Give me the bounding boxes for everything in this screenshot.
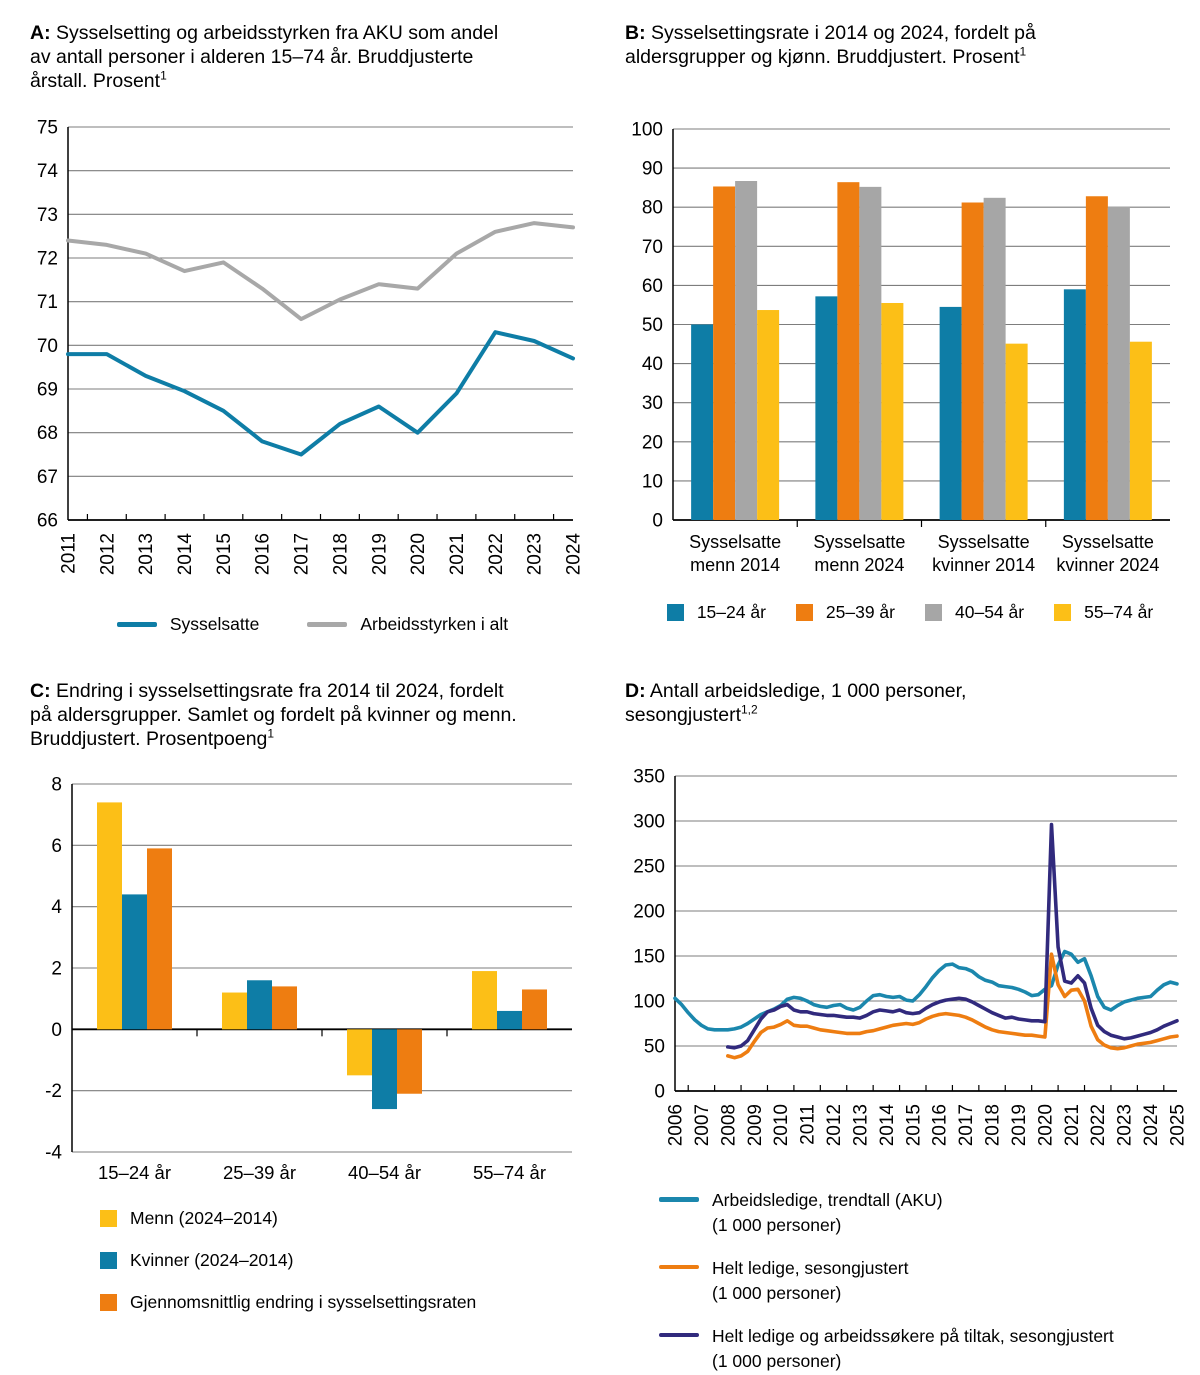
y-tick-label: 74 <box>36 161 58 183</box>
x-tick-label: 2014 <box>876 1104 898 1147</box>
x-tick-label: 2013 <box>850 1104 872 1147</box>
x-tick-label: 2012 <box>824 1104 846 1147</box>
x-tick-label: 2021 <box>1061 1104 1083 1147</box>
legend-item-40-54 <box>925 602 1024 623</box>
x-tick-label: 2020 <box>408 533 430 576</box>
category-label: Sysselsatte <box>1061 532 1154 552</box>
legend-label: Helt ledige, sesongjustert (1 000 personer) <box>712 1257 909 1304</box>
category-label: 55–74 år <box>472 1162 547 1183</box>
x-tick-label: 2012 <box>97 533 119 576</box>
category-label: menn 2014 <box>690 555 781 575</box>
y-tick-label: 0 <box>654 1081 665 1103</box>
x-tick-label: 2022 <box>485 533 507 576</box>
x-tick-label: 2019 <box>369 533 391 576</box>
x-tick-label: 2020 <box>1035 1104 1057 1147</box>
panel-c <box>30 680 595 1370</box>
bar-1-2 <box>372 1029 397 1109</box>
category-label: Sysselsatte <box>813 532 906 552</box>
bar-0-0 <box>691 325 713 521</box>
bar-1-2 <box>962 203 984 520</box>
y-tick-label: 75 <box>36 117 58 139</box>
y-tick-label: 70 <box>641 236 663 258</box>
x-tick-label: 2025 <box>1167 1104 1189 1147</box>
panel-b-title: B: Sysselsettingsrate i 2014 og 2024, fordelt på aldersgrupper og kjønn. Bruddjustert. Prosent$^1$ <box>625 22 1036 68</box>
panel-a-tag: A: <box>30 22 51 44</box>
y-tick-label: 8 <box>51 774 62 796</box>
age-15-24-swatch <box>667 604 684 621</box>
y-tick-label: 100 <box>633 991 665 1013</box>
legend-item-kvinner <box>100 1250 580 1271</box>
legend-item-55-74 <box>1054 602 1153 623</box>
aku-trend-line-swatch <box>659 1197 699 1202</box>
legend-label: Arbeidsledige, trendtall (AKU) (1 000 personer) <box>712 1190 943 1236</box>
panel-b <box>625 22 1195 667</box>
x-tick-label: 2017 <box>291 533 313 576</box>
x-tick-label: 2015 <box>213 533 235 576</box>
series-line-1 <box>68 223 573 319</box>
category-label: menn 2024 <box>814 555 905 575</box>
x-tick-label: 2024 <box>1141 1104 1163 1147</box>
legend-item-sysselsatte <box>117 614 259 635</box>
bar-2-0 <box>147 848 172 1029</box>
bar-2-0 <box>735 181 757 520</box>
panel-b-tag: B: <box>625 22 646 44</box>
legend-label: Kvinner (2024–2014) <box>130 1250 294 1270</box>
legend-label: 40–54 år <box>955 602 1025 622</box>
y-tick-label: 6 <box>51 835 62 857</box>
bar-2-3 <box>522 989 547 1029</box>
arbeidsstyrken-line-swatch <box>307 622 347 627</box>
y-tick-label: 150 <box>633 946 665 968</box>
bar-0-3 <box>1064 289 1086 520</box>
panel-d <box>625 680 1200 1375</box>
helt-ledige-line-swatch <box>659 1265 699 1270</box>
y-tick-label: 20 <box>641 432 663 454</box>
legend-label: Sysselsatte <box>169 614 260 634</box>
x-tick-label: 2023 <box>1114 1104 1136 1147</box>
legend-label: Menn (2024–2014) <box>130 1208 278 1228</box>
category-label: kvinner 2014 <box>932 555 1036 575</box>
sysselsatte-line-swatch <box>117 622 157 627</box>
kvinner-swatch <box>100 1252 117 1269</box>
legend-label: 55–74 år <box>1084 602 1154 622</box>
panel-d-title: D: Antall arbeidsledige, 1 000 personer, sesongjustert$^{1,2}$ <box>625 680 967 726</box>
y-tick-label: 0 <box>652 510 663 532</box>
bar-0-1 <box>815 296 837 520</box>
y-tick-label: 100 <box>631 119 663 141</box>
bar-1-0 <box>122 894 147 1029</box>
bar-3-2 <box>1006 344 1028 520</box>
bar-0-3 <box>472 971 497 1029</box>
bar-3-0 <box>757 310 779 520</box>
chart-c-legend <box>30 1208 580 1313</box>
y-tick-label: 66 <box>36 510 58 532</box>
legend-label: Arbeidsstyrken i alt <box>360 614 509 634</box>
y-tick-label: 2 <box>51 958 62 980</box>
menn-swatch <box>100 1210 117 1227</box>
panel-a-title: A: Sysselsetting og arbeidsstyrken fra AKU som andel av antall personer i alderen 15–74 år. Bruddjusterte årstall. Prosent$^1$ <box>30 22 499 92</box>
panel-a <box>30 22 595 667</box>
x-tick-label: 2022 <box>1088 1104 1110 1147</box>
legend-label: 15–24 år <box>696 602 766 622</box>
age-55-74-swatch <box>1054 604 1071 621</box>
y-tick-label: 10 <box>641 471 663 493</box>
y-tick-label: 50 <box>641 315 663 336</box>
bar-1-1 <box>837 182 859 520</box>
legend-label: 25–39 år <box>825 602 895 622</box>
y-tick-label: 50 <box>643 1036 665 1058</box>
x-tick-label: 2010 <box>771 1104 793 1147</box>
legend-item-arbeidsstyrken <box>307 614 508 635</box>
legend-label: Helt ledige og arbeidssøkere på tiltak, sesongjustert (1 000 personer) <box>712 1325 1114 1371</box>
y-tick-label: 4 <box>51 897 62 919</box>
legend-item-15-24 <box>667 602 766 623</box>
chart-c-bar-plot <box>30 768 590 1193</box>
panel-c-tag: C: <box>30 680 51 702</box>
bar-0-2 <box>347 1029 372 1075</box>
x-tick-label: 2021 <box>446 533 468 576</box>
legend-item-helt-ledige <box>659 1256 1199 1307</box>
category-label: kvinner 2024 <box>1056 555 1160 575</box>
y-tick-label: 0 <box>51 1019 62 1041</box>
series-line-1 <box>728 954 1177 1057</box>
x-tick-label: 2017 <box>956 1104 978 1147</box>
y-tick-label: 72 <box>36 248 58 270</box>
bar-2-2 <box>984 198 1006 520</box>
bar-2-1 <box>272 986 297 1029</box>
legend-label: Gjennomsnittlig endring i sysselsettingsraten <box>130 1292 477 1312</box>
y-tick-label: 71 <box>36 292 58 314</box>
x-tick-label: 2006 <box>665 1104 687 1147</box>
x-tick-label: 2018 <box>982 1104 1004 1147</box>
age-25-39-swatch <box>796 604 813 621</box>
y-tick-label: 69 <box>36 379 58 401</box>
bar-1-0 <box>713 186 735 520</box>
bar-2-1 <box>859 187 881 520</box>
x-tick-label: 2008 <box>718 1104 740 1147</box>
y-tick-label: 250 <box>633 856 665 878</box>
chart-d-line-plot <box>625 765 1195 1185</box>
category-label: 40–54 år <box>347 1162 422 1183</box>
age-40-54-swatch <box>925 604 942 621</box>
category-label: Sysselsatte <box>937 532 1030 552</box>
x-tick-label: 2014 <box>175 533 197 576</box>
x-tick-label: 2011 <box>797 1104 819 1145</box>
x-tick-label: 2016 <box>929 1104 951 1147</box>
y-tick-label: -4 <box>45 1142 62 1164</box>
chart-a-legend <box>30 614 595 635</box>
chart-b-legend <box>625 602 1195 623</box>
ledige-tiltak-line-swatch <box>659 1333 699 1338</box>
chart-a-line-plot <box>30 117 590 597</box>
y-tick-label: 80 <box>641 197 663 219</box>
bar-1-1 <box>247 980 272 1029</box>
legend-item-ledige-tiltak <box>659 1324 1199 1375</box>
y-tick-label: 350 <box>633 766 665 788</box>
x-tick-label: 2024 <box>563 533 585 576</box>
x-tick-label: 2023 <box>524 533 546 576</box>
x-tick-label: 2018 <box>330 533 352 576</box>
y-tick-label: 30 <box>641 393 663 415</box>
bar-0-2 <box>940 307 962 520</box>
legend-item-25-39 <box>796 602 895 623</box>
y-tick-label: 40 <box>641 354 663 376</box>
y-tick-label: 73 <box>36 204 58 226</box>
category-label: Sysselsatte <box>689 532 782 552</box>
bar-3-1 <box>881 303 903 520</box>
bar-2-3 <box>1108 207 1130 520</box>
legend-item-aku-trend <box>659 1188 1199 1239</box>
bar-1-3 <box>497 1011 522 1029</box>
chart-b-bar-plot <box>625 117 1190 587</box>
bar-1-3 <box>1086 196 1108 520</box>
y-tick-label: -2 <box>45 1081 62 1103</box>
y-tick-label: 60 <box>641 275 663 297</box>
series-line-0 <box>68 332 573 454</box>
gjennomsnitt-swatch <box>100 1294 117 1311</box>
category-label: 15–24 år <box>97 1162 172 1183</box>
y-tick-label: 68 <box>36 423 58 445</box>
category-label: 25–39 år <box>222 1162 297 1183</box>
y-tick-label: 67 <box>36 466 58 488</box>
bar-2-2 <box>397 1029 422 1093</box>
y-tick-label: 70 <box>36 335 58 357</box>
bar-0-0 <box>97 802 122 1029</box>
x-tick-label: 2015 <box>903 1104 925 1147</box>
y-tick-label: 300 <box>633 811 665 833</box>
chart-d-legend <box>625 1188 1199 1374</box>
panel-c-title: C: Endring i sysselsettingsrate fra 2014 til 2024, fordelt på aldersgrupper. Samlet og fordelt på kvinner og menn. Bruddjustert. Prosentpoeng$^1$ <box>30 680 517 750</box>
x-tick-label: 2019 <box>1008 1104 1030 1147</box>
legend-item-gjennomsnitt <box>100 1292 580 1313</box>
x-tick-label: 2016 <box>252 533 274 576</box>
x-tick-label: 2009 <box>744 1104 766 1147</box>
legend-item-menn <box>100 1208 580 1229</box>
bar-3-3 <box>1130 342 1152 520</box>
x-tick-label: 2013 <box>136 533 158 576</box>
bar-0-1 <box>222 993 247 1030</box>
x-tick-label: 2011 <box>58 533 80 574</box>
panel-d-tag: D: <box>625 680 646 702</box>
y-tick-label: 200 <box>633 901 665 923</box>
x-tick-label: 2007 <box>691 1104 713 1147</box>
y-tick-label: 90 <box>641 158 663 180</box>
